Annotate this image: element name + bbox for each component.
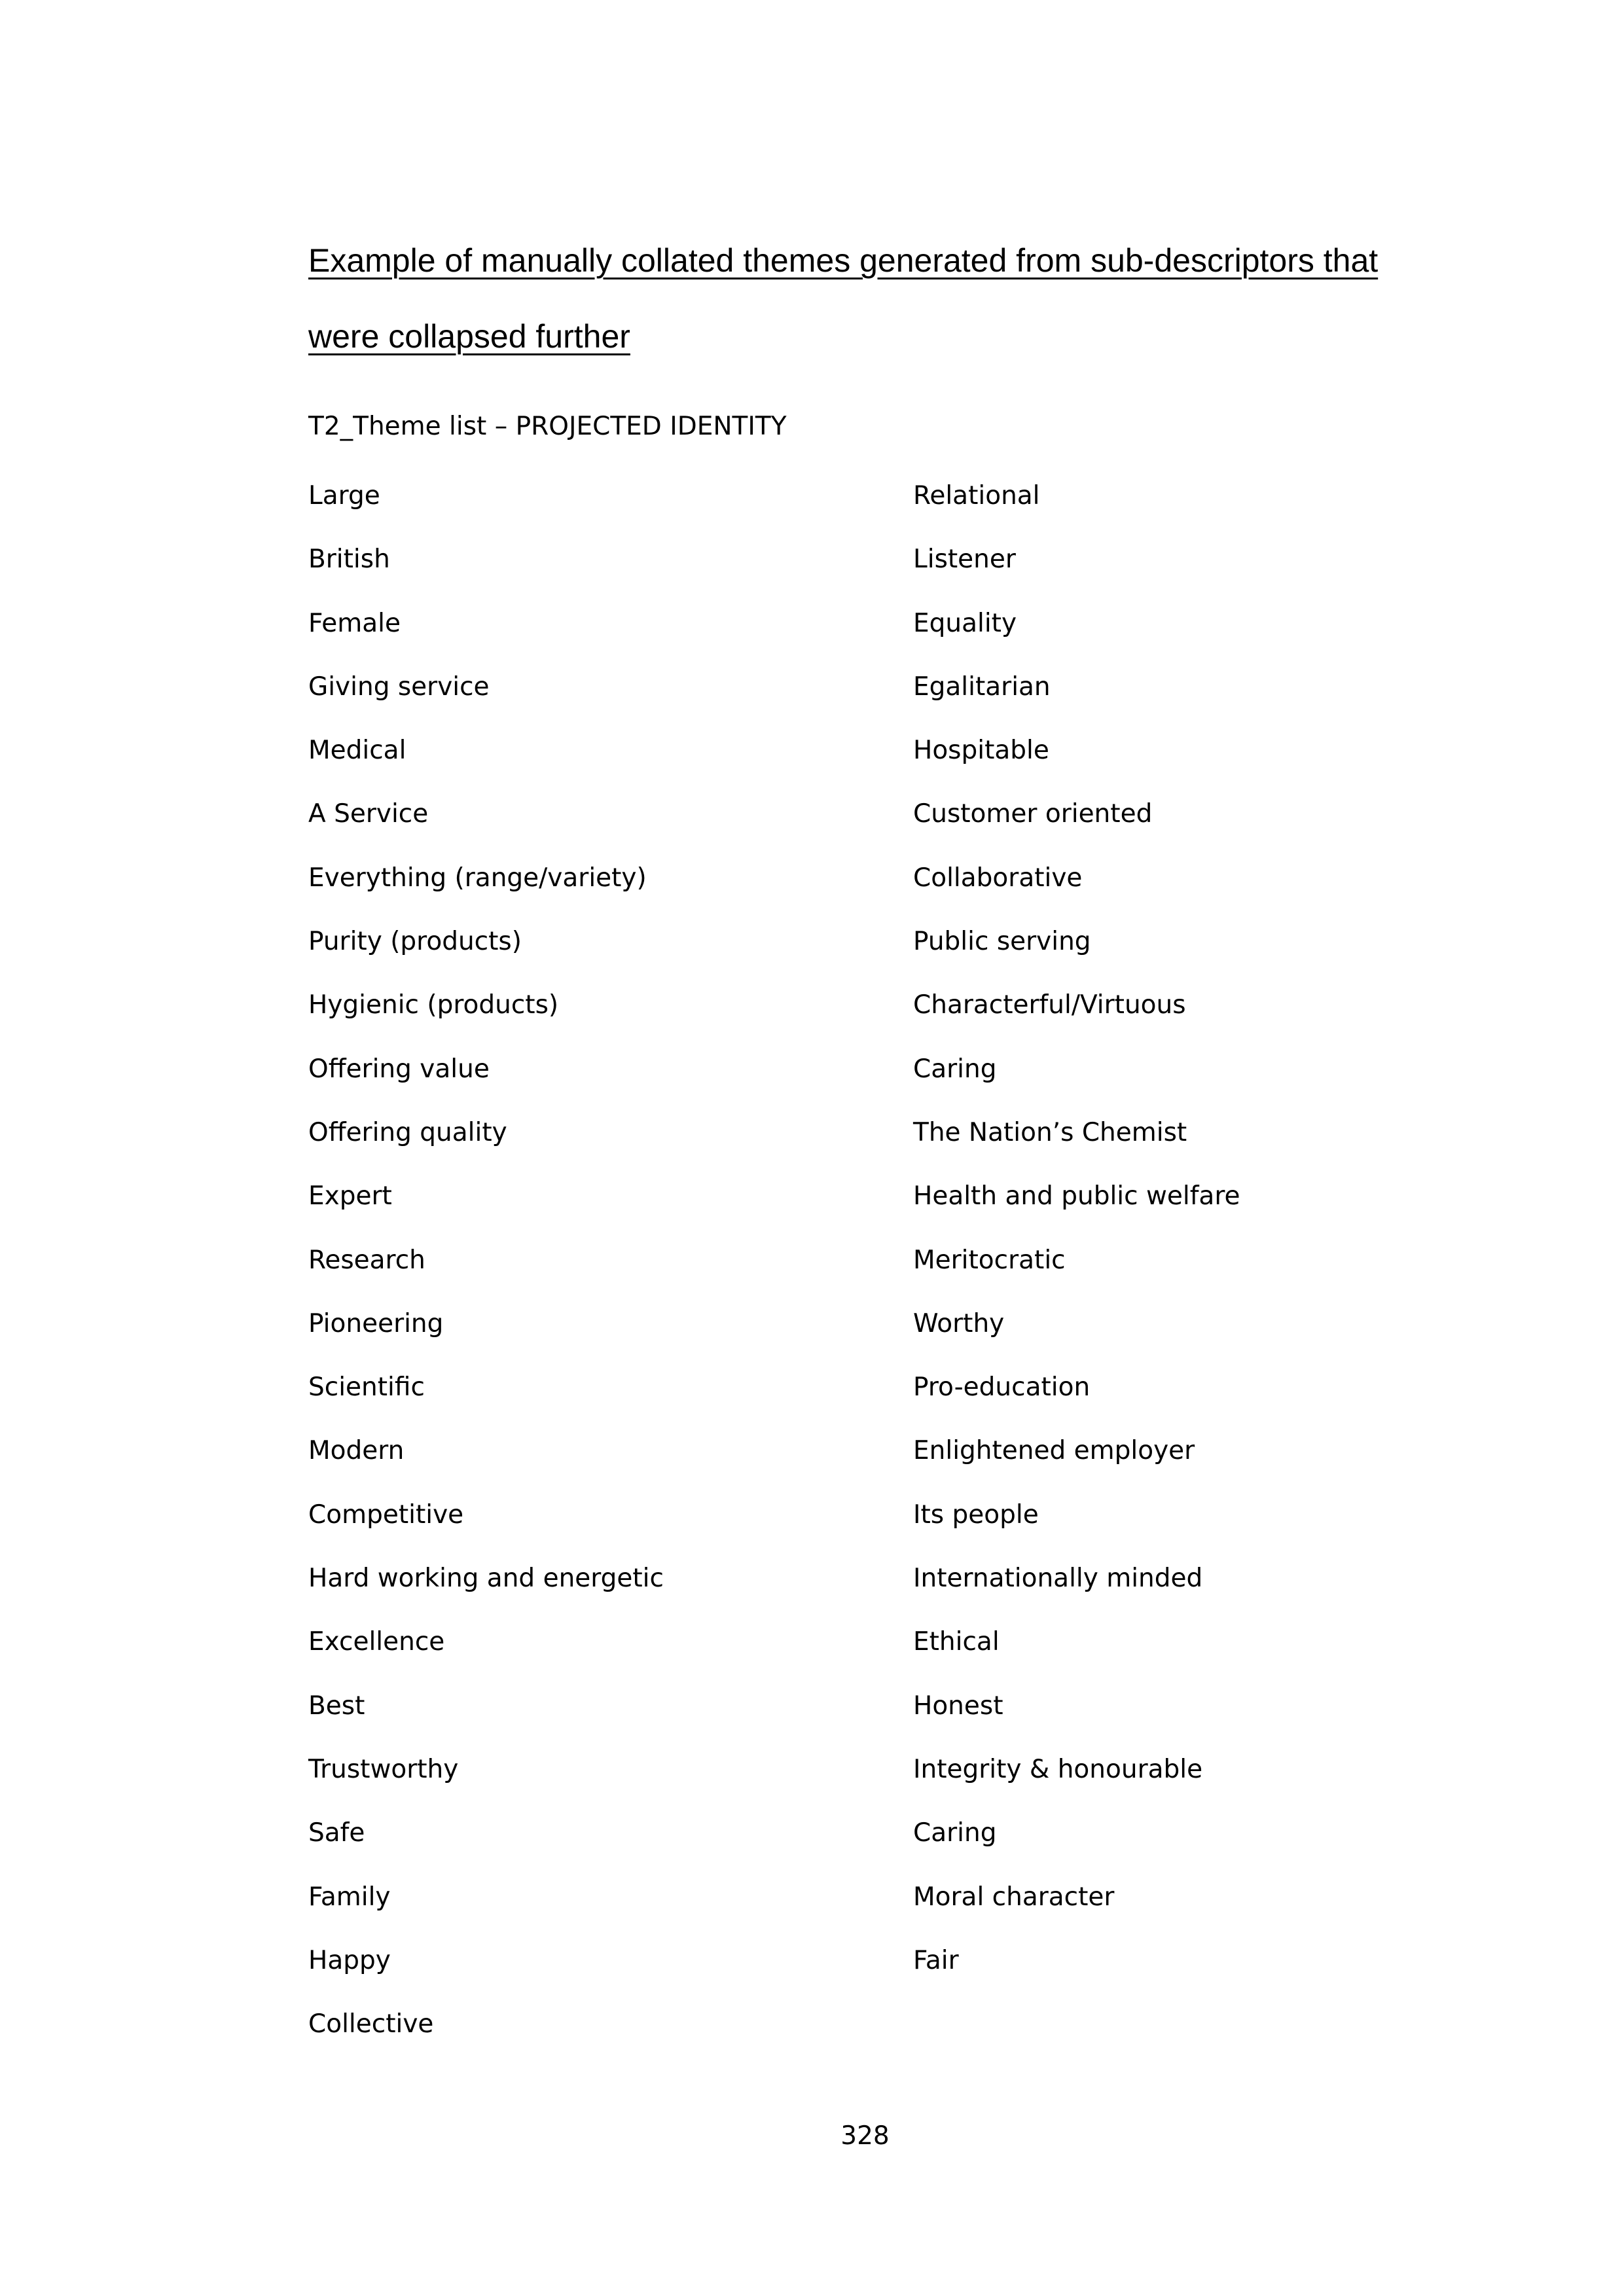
theme-item: Enlightened employer bbox=[913, 1436, 1195, 1466]
theme-item: Family bbox=[308, 1882, 391, 1912]
theme-item: Pro-education bbox=[913, 1372, 1091, 1403]
theme-item: Medical bbox=[308, 736, 406, 766]
theme-item: Public serving bbox=[913, 927, 1091, 957]
theme-item: Happy bbox=[308, 1945, 391, 1975]
theme-item: Hygienic (products) bbox=[308, 990, 559, 1020]
theme-item: Honest bbox=[913, 1691, 1003, 1721]
theme-item: Giving service bbox=[308, 672, 490, 702]
theme-item: Moral character bbox=[913, 1882, 1115, 1912]
theme-item: Integrity & honourable bbox=[913, 1754, 1203, 1784]
theme-item: Meritocratic bbox=[913, 1245, 1066, 1275]
theme-item: Customer oriented bbox=[913, 799, 1153, 829]
theme-item: Health and public welfare bbox=[913, 1181, 1240, 1211]
theme-item: Characterful/Virtuous bbox=[913, 990, 1186, 1020]
theme-list-title: T2_Theme list – PROJECTED IDENTITY bbox=[308, 412, 787, 441]
theme-item: Everything (range/variety) bbox=[308, 863, 647, 893]
theme-item: Competitive bbox=[308, 1499, 464, 1530]
theme-item: Purity (products) bbox=[308, 927, 522, 957]
page-heading bbox=[308, 223, 1460, 374]
theme-item: Worthy bbox=[913, 1308, 1005, 1338]
theme-item: Its people bbox=[913, 1499, 1039, 1530]
theme-item: Relational bbox=[913, 481, 1040, 511]
page-number: 328 bbox=[840, 2121, 890, 2151]
theme-item: Scientific bbox=[308, 1372, 425, 1403]
theme-item: Egalitarian bbox=[913, 672, 1051, 702]
theme-item: Safe bbox=[308, 1818, 365, 1848]
theme-item: Internationally minded bbox=[913, 1564, 1203, 1594]
theme-list-left-column bbox=[308, 479, 897, 2071]
theme-item: Ethical bbox=[913, 1627, 1000, 1657]
theme-item: Hospitable bbox=[913, 736, 1049, 766]
theme-item: British bbox=[308, 545, 390, 575]
theme-item: Excellence bbox=[308, 1627, 445, 1657]
theme-item: Expert bbox=[308, 1181, 392, 1211]
theme-item: Female bbox=[308, 608, 401, 638]
theme-item: Research bbox=[308, 1245, 425, 1275]
theme-item: Offering value bbox=[308, 1054, 490, 1084]
theme-item: Equality bbox=[913, 608, 1017, 638]
theme-item: Fair bbox=[913, 1945, 959, 1975]
theme-item: Pioneering bbox=[308, 1308, 444, 1338]
theme-item: Modern bbox=[308, 1436, 405, 1466]
theme-item: Hard working and energetic bbox=[308, 1564, 664, 1594]
theme-item: Best bbox=[308, 1691, 365, 1721]
theme-item: Collective bbox=[308, 2009, 434, 2039]
theme-item: Trustworthy bbox=[308, 1754, 459, 1784]
theme-item: Caring bbox=[913, 1054, 997, 1084]
theme-item: The Nation’s Chemist bbox=[913, 1117, 1187, 1147]
theme-item: Caring bbox=[913, 1818, 997, 1848]
heading-line-2: were collapsed further bbox=[308, 318, 630, 355]
theme-list-right-column bbox=[913, 479, 1502, 2007]
theme-item: Collaborative bbox=[913, 863, 1083, 893]
theme-item: Offering quality bbox=[308, 1117, 507, 1147]
theme-item: A Service bbox=[308, 799, 429, 829]
theme-item: Listener bbox=[913, 545, 1016, 575]
theme-item: Large bbox=[308, 481, 380, 511]
heading-line-1: Example of manually collated themes generated from sub-descriptors that bbox=[308, 242, 1379, 279]
